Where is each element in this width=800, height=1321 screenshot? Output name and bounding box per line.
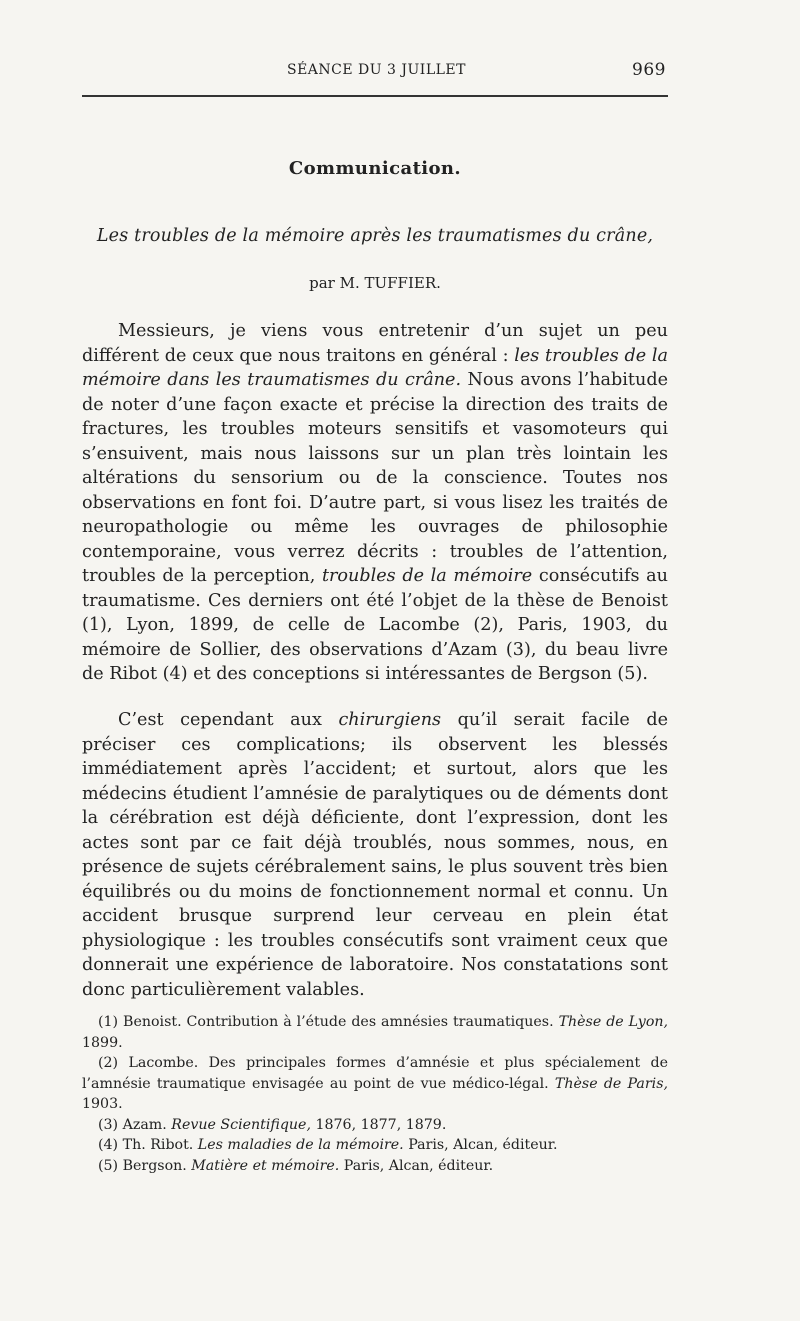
- footnote-4-italic: Les maladies de la mémoire.: [197, 1137, 404, 1153]
- footnote-3-italic: Revue Scientifique,: [171, 1116, 311, 1133]
- footnote-3-years: 1876, 1877, 1879.: [310, 1116, 447, 1133]
- footnote-1-italic: Thèse de Lyon,: [558, 1014, 669, 1030]
- p1-italic-memory: troubles de la mémoire: [321, 566, 533, 586]
- footnote-1: [82, 1012, 668, 1053]
- footnote-5: [82, 1156, 668, 1177]
- p2-text-c: qu’il serait facile de préciser ces complications; ils observent les blessés immédiatement après l’accident; et surtout, alors que les médecins étudient l’amnésie de paralytiques ou de déments dont la cérébration est déjà déficiente, dont l’expression, dont les actes sont par ce fait déjà troublés, nous sommes, nous, en présence de sujets cérébralement sains, le plus souvent très bien équilibrés ou du moins de fonctionnement normal et connu. Un accident brusque surprend leur cerveau en plein état physiologique : les troubles consécutifs sont vraiment ceux que donnerait une expérience de laboratoire. Nos constatations sont donc particulièrement valables.: [82, 710, 668, 1000]
- footnote-1-year: 1899.: [82, 1034, 123, 1051]
- page-number: 969: [632, 60, 666, 80]
- footnote-2-year: 1903.: [82, 1096, 123, 1112]
- byline: par M. TUFFIER.: [309, 274, 441, 292]
- p2-italic-surgeons: chirurgiens: [338, 710, 442, 730]
- header-rule: [82, 95, 668, 97]
- section-heading: Communication.: [288, 158, 462, 179]
- footnote-3: [82, 1115, 668, 1136]
- footnote-5-italic: Matière et mémoire.: [191, 1157, 340, 1174]
- footnote-2-italic: Thèse de Paris,: [554, 1075, 668, 1092]
- footnote-4-publisher: Paris, Alcan, éditeur.: [403, 1137, 558, 1153]
- article-title: Les troubles de la mémoire après les traumatismes du crâne,: [96, 226, 654, 246]
- paragraph-1: [82, 319, 668, 687]
- footnote-5-text: (5) Bergson.: [98, 1157, 192, 1174]
- footnote-2: [82, 1053, 668, 1115]
- p2-text-a: C’est cependant aux: [118, 710, 339, 730]
- p1-text-c: Nous avons l’habitude de noter d’une façon exacte et précise la direction des traits de fractures, les troubles moteurs sensitifs et vasomoteurs qui s’ensuivent, mais nous laissons sur un plan très lointain les altérations du sensorium ou de la conscience. Toutes nos observations en font foi. D’autre part, si vous lisez les traités de neuropathologie ou même les ouvrages de philosophie contemporaine, vous verrez décrits : troubles de l’attention, troubles de la perception,: [82, 370, 669, 586]
- running-head: [82, 62, 668, 84]
- p1-text-e: consécutifs au traumatisme. Ces derniers ont été l’objet de la thèse de Benoist (1), Lyon, 1899, de celle de Lacombe (2), Paris, 1903, du mémoire de Sollier, des observations d’Azam (3), du beau livre de Ribot (4) et des conceptions si intéressantes de Bergson (5).: [82, 566, 668, 684]
- footnote-4-text: (4) Th. Ribot.: [98, 1137, 198, 1153]
- footnotes: [82, 1012, 668, 1176]
- footnote-1-text: (1) Benoist. Contribution à l’étude des amnésies traumatiques.: [98, 1014, 559, 1030]
- footnote-3-text: (3) Azam.: [98, 1116, 172, 1133]
- footnote-4: [82, 1135, 668, 1156]
- p1-italic-topic: les troubles de la mémoire dans les traumatismes du crâne.: [82, 345, 668, 390]
- footnote-5-publisher: Paris, Alcan, éditeur.: [339, 1157, 494, 1174]
- p1-text-a: Messieurs, je viens vous entretenir d’un sujet un peu différent de ceux que nous traitons en général :: [82, 321, 668, 366]
- running-title: SÉANCE DU 3 JUILLET: [287, 62, 466, 78]
- footnote-2-text: (2) Lacombe. Des principales formes d’amnésie et plus spécialement de l’amnésie traumatique envisagée au point de vue médico-légal.: [82, 1055, 668, 1092]
- paragraph-2: [82, 708, 668, 1002]
